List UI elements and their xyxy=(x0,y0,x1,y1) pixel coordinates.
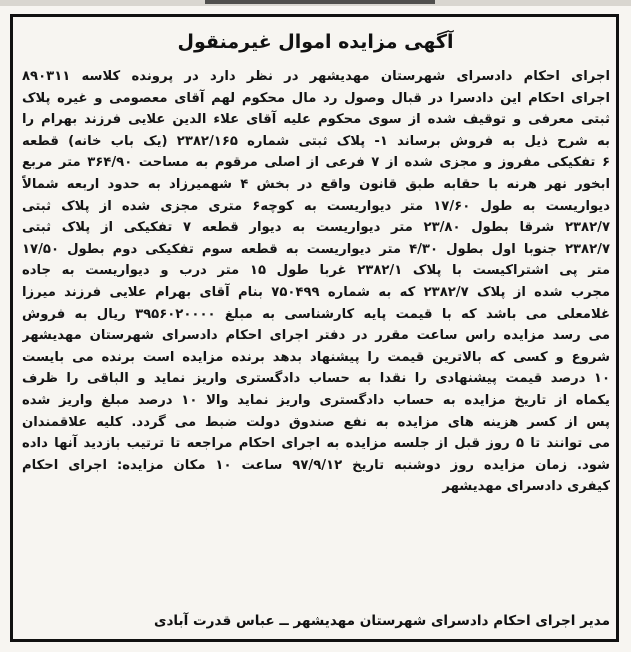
body-line: ابخور نهر هرنه با حقابه طبق قانون واقع در بخش ۴ شهمیرزاد به حدود اربعه شمالاً xyxy=(22,176,610,192)
body-line: متر پی اشتراکیست با پلاک ۲۳۸۲/۱ غربا طول ۱۵ متر درب و دیواریست به جاده xyxy=(22,263,610,279)
signature-line: مدیر اجرای احکام دادسرای شهرستان مهدیشهر ــ عباس قدرت آبادی xyxy=(153,613,610,629)
body-line: ثبتی معرفی و توقیف شده از سوی محکوم علیه آقای علاء الدین علایی فرزند بهرام را xyxy=(22,112,610,128)
ad-title: آگهی مزایده اموال غیرمنقول xyxy=(177,31,454,53)
body-line: ۲۳۸۲/۷ جنوبا اول بطول ۴/۳۰ متر دیواریست به قطعه سوم تفکیکی دوم بطول ۱۷/۵۰ xyxy=(22,241,610,257)
body-line: ۶ تفکیکی مفروز و مجزی شده از ۷ فرعی از اصلی مرقوم به مساحت ۳۶۴/۹۰ متر مربع xyxy=(22,155,610,171)
previous-ad-strip xyxy=(0,0,631,6)
ad-body-text xyxy=(22,66,610,498)
body-line: شود. زمان مزایده روز دوشنبه تاریخ ۹۷/۹/۱۲ ساعت ۱۰ مکان مزایده: اجرای احکام xyxy=(22,457,610,473)
body-line: ۲۳۸۲/۷ شرقا بطول ۲۳/۸۰ متر دیواریست به دیوار قطعه ۷ تفکیکی از پلاک ثبتی xyxy=(22,220,610,236)
body-line: اجرای احکام دادسرای شهرستان مهدیشهر در نظر دارد در پرونده کلاسه ۸۹۰۳۱۱ xyxy=(22,69,610,84)
body-line: اجرای احکام این دادسرا در قبال وصول رد مال محکوم لهم آقای معصومی و غیره پلاک xyxy=(22,90,610,106)
body-line: پس از کسر هزینه های مزایده به نفع صندوق دولت ضبط می گردد. کلیه علاقمندان xyxy=(22,414,610,430)
body-line: ۱۰ درصد قیمت پیشنهادی را نقدا به حساب دادگستری واریز نماید و الباقی را ظرف xyxy=(22,371,610,387)
body-line: یکماه از تاریخ مزایده به حساب دادگستری واریز نماید والا ۱۰ درصد مبلغ واریز شده xyxy=(22,392,610,408)
body-line: شروع و کسی که بالاترین قیمت را پیشنهاد بدهد برنده مزایده است برنده می بایست xyxy=(22,349,610,365)
body-line: می رسد مزایده راس ساعت مقرر در دفتر اجرای احکام دادسرای شهرستان مهدیشهر xyxy=(22,328,610,344)
body-line: دیواریست به طول ۱۷/۶۰ متر دیواریست به کوچه۶ متری مجزی شده از پلاک ثبتی xyxy=(22,198,610,214)
body-line: به شرح ذیل به فروش برساند ۱- پلاک ثبتی شماره ۲۳۸۲/۱۶۵ (یک باب خانه) قطعه xyxy=(22,133,610,149)
cut-off-text-fragment xyxy=(205,0,435,4)
body-line: می توانند تا ۵ روز قبل از جلسه مزایده به اجرای احکام مراجعه تا ترتیب بازدید آنها داده xyxy=(22,436,610,452)
body-line: مجرب شده از پلاک ۲۳۸۲/۷ که به شماره ۷۵۰۴۹۹ بنام آقای بهرام علایی فرزند میرزا xyxy=(22,284,610,300)
body-line: کیفری دادسرای مهدیشهر xyxy=(442,479,610,495)
body-line: غلامعلی می باشد که با قیمت پایه کارشناسی به مبلغ ۳۹۵۶۰۲۰۰۰۰ ریال به فروش xyxy=(22,306,610,322)
